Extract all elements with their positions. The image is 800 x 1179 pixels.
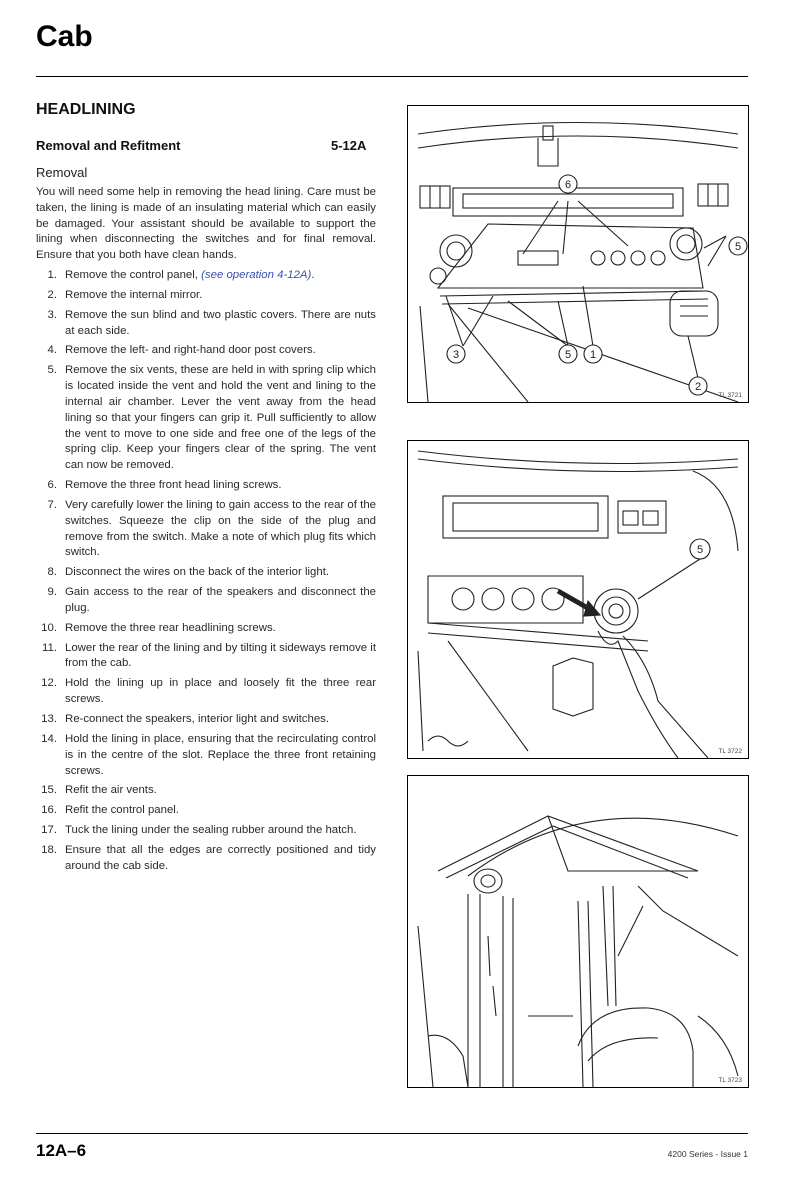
- step-6: 6. Remove the three front head lining screws.: [47, 479, 282, 492]
- figure-headlining-front: [407, 105, 749, 403]
- step-18: 18. Ensure that all the edges are correctly positioned and tidy around the cab side.: [41, 844, 376, 872]
- cab-interior-illustration: [408, 776, 748, 1087]
- operation-code: 5-12A: [331, 138, 367, 153]
- figure-label: TL 3722: [718, 748, 742, 755]
- page-number: 12A–6: [36, 1141, 87, 1160]
- subheading: Removal and Refitment: [36, 138, 181, 153]
- step-1: 1. Remove the control panel, (see operation 4-12A).: [47, 268, 315, 281]
- figure-cab-interior: [407, 775, 749, 1088]
- vent-removal-illustration: [408, 441, 748, 758]
- step-10: 10. Remove the three rear headlining screws.: [41, 621, 276, 634]
- step-9: 9. Gain access to the rear of the speakers and disconnect the plug.: [47, 586, 376, 614]
- series-issue: 4200 Series - Issue 1: [667, 1149, 748, 1159]
- step-7: 7. Very carefully lower the lining to gain access to the rear of the switches. Squeeze the clip on the side of the plug and remove from the switch. Make a note of which plug fits which switch.: [47, 498, 376, 559]
- removal-heading: Removal: [36, 165, 88, 180]
- step-4: 4. Remove the left- and right-hand door post covers.: [47, 344, 316, 357]
- step-11: 11. Lower the rear of the lining and by tilting it sideways remove it from the cab.: [42, 641, 376, 670]
- step-3: 3. Remove the sun blind and two plastic covers. There are nuts at each side.: [47, 308, 376, 337]
- footer-rule: [36, 1133, 748, 1134]
- step-5: 5. Remove the six vents, these are held in with spring clip which is located inside the vent and hold the vent and lining to the internal air chamber. Lever the vent away from the head lining so that your fingers can grip it. Pull sufficiently to allow the vent to move to one side and free one of the legs of the spring clip. Keep your fingers clear of the spring. The vent can now be removed.: [47, 364, 376, 472]
- operation-link[interactable]: (see operation 4-12A): [201, 268, 312, 281]
- section-title: HEADLINING: [36, 101, 136, 118]
- step-14: 14. Hold the lining in place, ensuring that the recirculating control is in the centre of the slot. Replace the three front retaining screws.: [41, 732, 376, 777]
- headlining-front-illustration: [408, 106, 748, 402]
- figure-vent-removal: [407, 440, 749, 759]
- steps-list: [36, 268, 376, 875]
- figure-label: TL 3721: [718, 392, 742, 399]
- callout-5: 5: [696, 544, 704, 556]
- step-15: 15. Refit the air vents.: [41, 784, 157, 797]
- intro-paragraph: You will need some help in removing the head lining. Care must be taken, the lining is made of an insulating material which can easily be damaged. Your assistant should be available to support the lining when disconnecting the switches and for final removal. Ensure that you both have clean hands.: [36, 186, 376, 262]
- step-8: 8. Disconnect the wires on the back of the interior light.: [47, 566, 330, 579]
- step-12: 12. Hold the lining up in place and loosely fit the three rear screws.: [41, 677, 376, 706]
- chapter-title: Cab: [36, 20, 93, 53]
- callout-5-center: 5: [564, 349, 572, 361]
- callout-5-right: 5: [734, 241, 742, 253]
- callout-1: 1: [589, 349, 597, 361]
- header-rule: [36, 76, 748, 77]
- callout-6: 6: [564, 179, 572, 191]
- callout-2: 2: [694, 381, 702, 393]
- figure-label: TL 3723: [718, 1077, 742, 1084]
- callout-3: 3: [452, 349, 460, 361]
- step-2: 2. Remove the internal mirror.: [47, 288, 203, 301]
- step-17: 17. Tuck the lining under the sealing rubber around the hatch.: [41, 824, 357, 837]
- instructions: [36, 185, 376, 879]
- step-13: 13. Re-connect the speakers, interior light and switches.: [41, 713, 330, 726]
- step-16: 16. Refit the control panel.: [41, 804, 179, 817]
